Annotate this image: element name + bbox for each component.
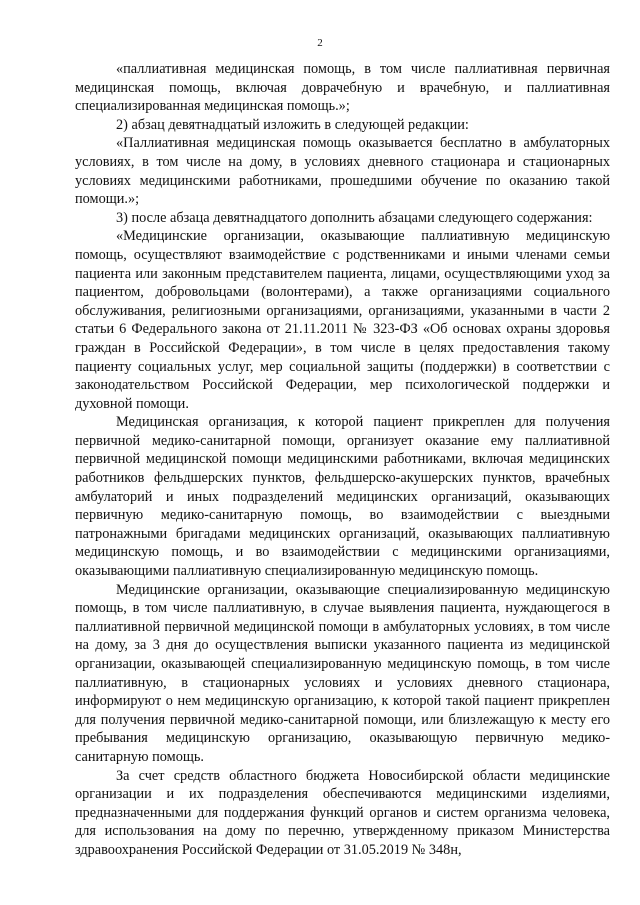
paragraph: «Паллиативная медицинская помощь оказывается бесплатно в амбулаторных условиях, в том числе на дому, в условиях дневного стационара и стационарных условиях медицинскими работниками, прошедшими обучение по оказанию такой помощи.»; <box>75 135 610 208</box>
page-number: 2 <box>317 37 323 49</box>
paragraph: Медицинские организации, оказывающие специализированную медицинскую помощь, в том числе паллиативную, в случае выявления пациента, нуждающегося в паллиативной первичной медицинской помощи в амбулаторных условиях, в том числе на дому, за 3 дня до осуществления выписки указанного пациента из медицинской организации, оказывающей специализированную медицинскую помощь, в том числе паллиативную, в стационарных условиях и условиях дневного стационара, информируют о нем медицинскую организацию, к которой такой пациент прикреплен для получения первичной медико-санитарной помощи, или близлежащую к месту его пребывания медицинскую организацию, оказывающую первичную медико-санитарную помощь. <box>75 581 610 765</box>
paragraph: «паллиативная медицинская помощь, в том числе паллиативная первичная медицинская помощь, включая доврачебную и врачебную, и паллиативная специализированная медицинская помощь.»; <box>75 61 610 115</box>
paragraph: 3) после абзаца девятнадцатого дополнить абзацами следующего содержания: <box>116 209 593 226</box>
paragraph: 2) абзац девятнадцатый изложить в следующей редакции: <box>116 116 469 133</box>
paragraph: Медицинская организация, к которой пациент прикреплен для получения первичной медико-санитарной помощи, организует оказание ему паллиативной первичной медицинской помощи медицинскими работниками, включая медицинских работников фельдшерских пунктов, фельдшерско-акушерских пунктов, врачебных амбулаторий и иных подразделений медицинских организаций, оказывающих первичную медико-санитарную помощь, во взаимодействии с выездными патронажными бригадами медицинских организаций, оказывающих паллиативную медицинскую помощь, и во взаимодействии с медицинскими организациями, оказывающими паллиативную специализированную медицинскую помощь. <box>75 414 610 580</box>
document-body <box>75 60 610 860</box>
paragraph: За счет средств областного бюджета Новосибирской области медицинские организации и их подразделения обеспечиваются медицинскими изделиями, предназначенными для поддержания функций органов и систем организма человека, для использования на дому по перечню, утвержденному приказом Министерства здравоохранения Российской Федерации от 31.05.2019 № 348н, <box>75 767 610 858</box>
paragraph: «Медицинские организации, оказывающие паллиативную медицинскую помощь, осуществляют взаимодействие с родственниками и иными членами семьи пациента или законным представителем пациента, лицами, осуществляющими уход за пациентом, добровольцами (волонтерами), а также организациями социального обслуживания, религиозными организациями, организациями, указанными в части 2 статьи 6 Федерального закона от 21.11.2011 № 323-ФЗ «Об основах охраны здоровья граждан в Российской Федерации», в том числе в целях предоставления такому пациенту социальных услуг, мер социальной защиты (поддержки) в соответствии с законодательством Российской Федерации, мер психологической поддержки и духовной помощи. <box>75 228 610 412</box>
